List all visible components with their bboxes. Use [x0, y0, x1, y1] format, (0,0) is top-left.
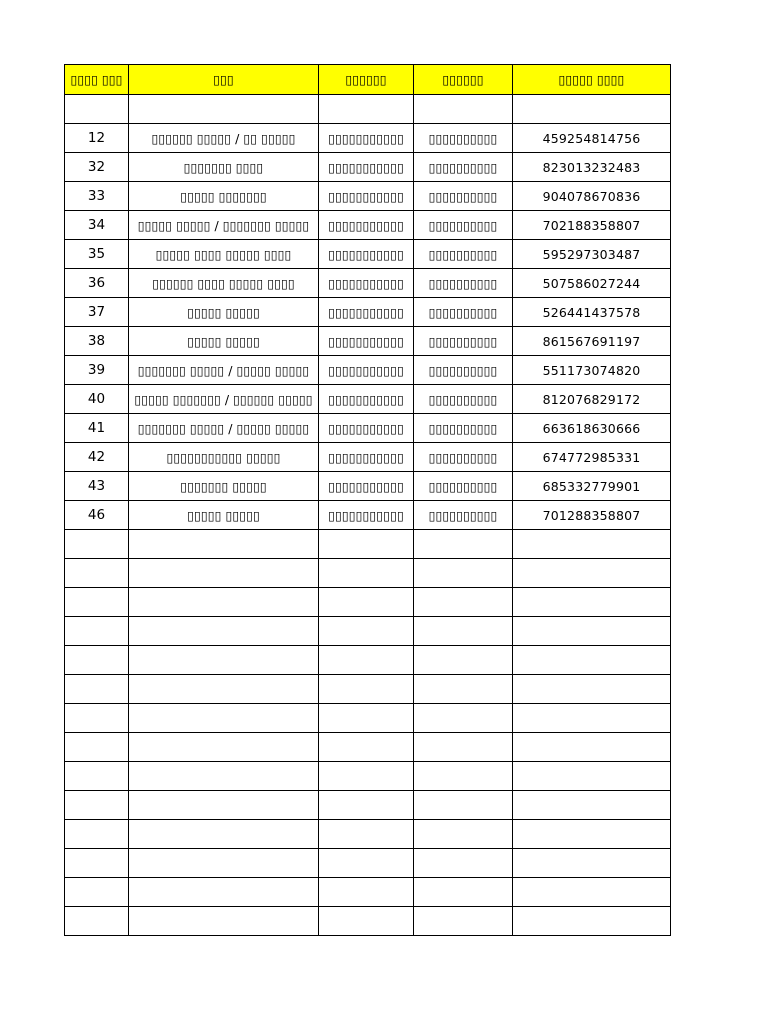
cell-column-4[interactable]: ▯▯▯▯▯▯▯▯▯▯ — [414, 182, 513, 211]
table-row — [65, 878, 671, 907]
cell-serial-no[interactable] — [65, 95, 129, 124]
cell-name[interactable]: ▯▯▯▯▯▯▯ ▯▯▯▯▯ / ▯▯▯▯▯ ▯▯▯▯▯ — [129, 356, 319, 385]
cell-column-4[interactable] — [414, 646, 513, 675]
table-row — [65, 530, 671, 559]
cell-column-4[interactable]: ▯▯▯▯▯▯▯▯▯▯ — [414, 211, 513, 240]
cell-id-number[interactable]: 701288358807 — [513, 501, 671, 530]
table-row — [65, 95, 671, 124]
cell-serial-no[interactable] — [65, 820, 129, 849]
cell-serial-no[interactable]: 32 — [65, 153, 129, 182]
cell-serial-no[interactable]: 42 — [65, 443, 129, 472]
cell-column-3[interactable] — [319, 820, 414, 849]
header-column-4[interactable]: ▯▯▯▯▯▯ — [414, 65, 513, 95]
cell-id-number[interactable] — [513, 733, 671, 762]
table-row — [65, 240, 671, 269]
cell-serial-no[interactable]: 37 — [65, 298, 129, 327]
cell-column-3[interactable] — [319, 733, 414, 762]
cell-column-3[interactable]: ▯▯▯▯▯▯▯▯▯▯▯ — [319, 385, 414, 414]
table-row — [65, 356, 671, 385]
cell-column-4[interactable]: ▯▯▯▯▯▯▯▯▯▯ — [414, 327, 513, 356]
cell-name[interactable] — [129, 704, 319, 733]
cell-id-number[interactable] — [513, 588, 671, 617]
cell-column-4[interactable] — [414, 762, 513, 791]
cell-column-3[interactable] — [319, 791, 414, 820]
cell-serial-no[interactable]: 38 — [65, 327, 129, 356]
cell-serial-no[interactable] — [65, 530, 129, 559]
cell-name[interactable] — [129, 617, 319, 646]
cell-column-4[interactable] — [414, 733, 513, 762]
header-name[interactable]: ▯▯▯ — [129, 65, 319, 95]
cell-name[interactable]: ▯▯▯▯▯▯ ▯▯▯▯ ▯▯▯▯▯ ▯▯▯▯ — [129, 269, 319, 298]
cell-id-number[interactable]: 861567691197 — [513, 327, 671, 356]
cell-name[interactable]: ▯▯▯▯▯▯▯ ▯▯▯▯▯ — [129, 472, 319, 501]
cell-column-3[interactable] — [319, 849, 414, 878]
table-row — [65, 820, 671, 849]
cell-column-3[interactable]: ▯▯▯▯▯▯▯▯▯▯▯ — [319, 182, 414, 211]
cell-serial-no[interactable]: 39 — [65, 356, 129, 385]
cell-column-3[interactable]: ▯▯▯▯▯▯▯▯▯▯▯ — [319, 124, 414, 153]
cell-column-4[interactable]: ▯▯▯▯▯▯▯▯▯▯ — [414, 153, 513, 182]
cell-column-4[interactable] — [414, 878, 513, 907]
cell-serial-no[interactable] — [65, 646, 129, 675]
table-row — [65, 211, 671, 240]
cell-id-number[interactable] — [513, 907, 671, 936]
cell-serial-no[interactable] — [65, 617, 129, 646]
cell-id-number[interactable]: 595297303487 — [513, 240, 671, 269]
cell-name[interactable] — [129, 675, 319, 704]
cell-serial-no[interactable]: 46 — [65, 501, 129, 530]
cell-column-4[interactable] — [414, 559, 513, 588]
cell-serial-no[interactable] — [65, 907, 129, 936]
cell-name[interactable] — [129, 791, 319, 820]
table-row — [65, 646, 671, 675]
cell-id-number[interactable]: 526441437578 — [513, 298, 671, 327]
cell-column-3[interactable] — [319, 646, 414, 675]
cell-id-number[interactable]: 674772985331 — [513, 443, 671, 472]
cell-serial-no[interactable] — [65, 675, 129, 704]
cell-id-number[interactable]: 551173074820 — [513, 356, 671, 385]
cell-column-3[interactable] — [319, 878, 414, 907]
table-row — [65, 704, 671, 733]
table-row — [65, 414, 671, 443]
cell-serial-no[interactable]: 36 — [65, 269, 129, 298]
cell-id-number[interactable]: 663618630666 — [513, 414, 671, 443]
cell-name[interactable]: ▯▯▯▯▯ ▯▯▯▯▯ — [129, 501, 319, 530]
table-row — [65, 588, 671, 617]
cell-id-number[interactable] — [513, 791, 671, 820]
cell-column-3[interactable] — [319, 617, 414, 646]
table-row — [65, 472, 671, 501]
table-row — [65, 443, 671, 472]
cell-id-number[interactable] — [513, 878, 671, 907]
cell-id-number[interactable]: 685332779901 — [513, 472, 671, 501]
cell-serial-no[interactable] — [65, 704, 129, 733]
cell-serial-no[interactable] — [65, 878, 129, 907]
cell-column-4[interactable]: ▯▯▯▯▯▯▯▯▯▯ — [414, 356, 513, 385]
cell-column-4[interactable]: ▯▯▯▯▯▯▯▯▯▯ — [414, 240, 513, 269]
cell-name[interactable] — [129, 907, 319, 936]
cell-column-3[interactable] — [319, 704, 414, 733]
cell-name[interactable] — [129, 849, 319, 878]
cell-name[interactable]: ▯▯▯▯▯▯▯ ▯▯▯▯▯ / ▯▯▯▯▯ ▯▯▯▯▯ — [129, 414, 319, 443]
cell-column-4[interactable] — [414, 907, 513, 936]
cell-column-3[interactable]: ▯▯▯▯▯▯▯▯▯▯▯ — [319, 269, 414, 298]
cell-id-number[interactable] — [513, 530, 671, 559]
cell-column-3[interactable] — [319, 675, 414, 704]
cell-column-4[interactable] — [414, 530, 513, 559]
cell-column-4[interactable]: ▯▯▯▯▯▯▯▯▯▯ — [414, 414, 513, 443]
table-body — [65, 95, 671, 936]
cell-id-number[interactable]: 904078670836 — [513, 182, 671, 211]
cell-name[interactable]: ▯▯▯▯▯ ▯▯▯▯▯ — [129, 298, 319, 327]
cell-column-3[interactable] — [319, 95, 414, 124]
header-id-number[interactable]: ▯▯▯▯▯ ▯▯▯▯ — [513, 65, 671, 95]
cell-column-4[interactable] — [414, 820, 513, 849]
table-row — [65, 617, 671, 646]
cell-name[interactable] — [129, 733, 319, 762]
cell-column-3[interactable]: ▯▯▯▯▯▯▯▯▯▯▯ — [319, 298, 414, 327]
cell-id-number[interactable]: 823013232483 — [513, 153, 671, 182]
cell-name[interactable] — [129, 588, 319, 617]
cell-serial-no[interactable] — [65, 733, 129, 762]
cell-name[interactable] — [129, 820, 319, 849]
table-row — [65, 124, 671, 153]
cell-column-4[interactable] — [414, 849, 513, 878]
table-row — [65, 559, 671, 588]
cell-name[interactable] — [129, 530, 319, 559]
cell-serial-no[interactable]: 41 — [65, 414, 129, 443]
cell-id-number[interactable]: 459254814756 — [513, 124, 671, 153]
cell-name[interactable] — [129, 646, 319, 675]
cell-column-4[interactable]: ▯▯▯▯▯▯▯▯▯▯ — [414, 298, 513, 327]
cell-column-3[interactable]: ▯▯▯▯▯▯▯▯▯▯▯ — [319, 443, 414, 472]
cell-serial-no[interactable]: 12 — [65, 124, 129, 153]
cell-column-3[interactable]: ▯▯▯▯▯▯▯▯▯▯▯ — [319, 501, 414, 530]
cell-id-number[interactable] — [513, 704, 671, 733]
cell-column-3[interactable]: ▯▯▯▯▯▯▯▯▯▯▯ — [319, 472, 414, 501]
table-row — [65, 733, 671, 762]
header-serial-no[interactable]: ▯▯▯▯ ▯▯▯ — [65, 65, 129, 95]
table-row — [65, 153, 671, 182]
cell-id-number[interactable]: 702188358807 — [513, 211, 671, 240]
cell-name[interactable] — [129, 95, 319, 124]
table-row — [65, 762, 671, 791]
cell-serial-no[interactable] — [65, 791, 129, 820]
cell-column-3[interactable] — [319, 588, 414, 617]
cell-serial-no[interactable]: 40 — [65, 385, 129, 414]
cell-column-3[interactable]: ▯▯▯▯▯▯▯▯▯▯▯ — [319, 327, 414, 356]
cell-name[interactable] — [129, 878, 319, 907]
cell-column-4[interactable]: ▯▯▯▯▯▯▯▯▯▯ — [414, 269, 513, 298]
cell-name[interactable]: ▯▯▯▯▯▯▯ ▯▯▯▯ — [129, 153, 319, 182]
cell-name[interactable]: ▯▯▯▯▯ ▯▯▯▯▯▯▯ — [129, 182, 319, 211]
cell-column-4[interactable]: ▯▯▯▯▯▯▯▯▯▯ — [414, 501, 513, 530]
header-column-3[interactable]: ▯▯▯▯▯▯ — [319, 65, 414, 95]
cell-name[interactable]: ▯▯▯▯▯▯▯▯▯▯▯ ▯▯▯▯▯ — [129, 443, 319, 472]
cell-column-4[interactable] — [414, 791, 513, 820]
cell-name[interactable]: ▯▯▯▯▯ ▯▯▯▯▯ / ▯▯▯▯▯▯▯ ▯▯▯▯▯ — [129, 211, 319, 240]
header-row — [65, 65, 671, 95]
cell-column-4[interactable]: ▯▯▯▯▯▯▯▯▯▯ — [414, 385, 513, 414]
cell-id-number[interactable] — [513, 646, 671, 675]
cell-column-4[interactable]: ▯▯▯▯▯▯▯▯▯▯ — [414, 124, 513, 153]
table-row — [65, 327, 671, 356]
cell-serial-no[interactable]: 33 — [65, 182, 129, 211]
cell-id-number[interactable] — [513, 95, 671, 124]
cell-column-4[interactable]: ▯▯▯▯▯▯▯▯▯▯ — [414, 472, 513, 501]
table-row — [65, 849, 671, 878]
cell-column-3[interactable] — [319, 762, 414, 791]
spreadsheet-table — [64, 64, 671, 936]
cell-serial-no[interactable]: 34 — [65, 211, 129, 240]
cell-column-3[interactable] — [319, 907, 414, 936]
cell-column-4[interactable] — [414, 675, 513, 704]
cell-id-number[interactable]: 507586027244 — [513, 269, 671, 298]
cell-id-number[interactable] — [513, 849, 671, 878]
cell-id-number[interactable] — [513, 820, 671, 849]
table-row — [65, 269, 671, 298]
cell-serial-no[interactable] — [65, 559, 129, 588]
cell-name[interactable]: ▯▯▯▯▯ ▯▯▯▯▯▯▯ / ▯▯▯▯▯▯ ▯▯▯▯▯ — [129, 385, 319, 414]
cell-column-4[interactable]: ▯▯▯▯▯▯▯▯▯▯ — [414, 443, 513, 472]
cell-name[interactable]: ▯▯▯▯▯▯ ▯▯▯▯▯ / ▯▯ ▯▯▯▯▯ — [129, 124, 319, 153]
cell-column-4[interactable] — [414, 588, 513, 617]
cell-serial-no[interactable]: 35 — [65, 240, 129, 269]
cell-name[interactable] — [129, 762, 319, 791]
cell-column-3[interactable]: ▯▯▯▯▯▯▯▯▯▯▯ — [319, 153, 414, 182]
cell-id-number[interactable]: 812076829172 — [513, 385, 671, 414]
cell-column-4[interactable] — [414, 704, 513, 733]
cell-column-3[interactable]: ▯▯▯▯▯▯▯▯▯▯▯ — [319, 211, 414, 240]
table-row — [65, 791, 671, 820]
table-row — [65, 501, 671, 530]
cell-column-3[interactable] — [319, 530, 414, 559]
table-row — [65, 907, 671, 936]
cell-serial-no[interactable] — [65, 588, 129, 617]
cell-column-3[interactable] — [319, 559, 414, 588]
table-row — [65, 675, 671, 704]
table-row — [65, 298, 671, 327]
cell-column-4[interactable] — [414, 617, 513, 646]
cell-column-3[interactable]: ▯▯▯▯▯▯▯▯▯▯▯ — [319, 240, 414, 269]
cell-serial-no[interactable] — [65, 849, 129, 878]
cell-column-3[interactable]: ▯▯▯▯▯▯▯▯▯▯▯ — [319, 356, 414, 385]
cell-id-number[interactable] — [513, 559, 671, 588]
table-row — [65, 182, 671, 211]
cell-name[interactable]: ▯▯▯▯▯ ▯▯▯▯▯ — [129, 327, 319, 356]
cell-column-4[interactable] — [414, 95, 513, 124]
cell-name[interactable]: ▯▯▯▯▯ ▯▯▯▯ ▯▯▯▯▯ ▯▯▯▯ — [129, 240, 319, 269]
cell-id-number[interactable] — [513, 675, 671, 704]
cell-column-3[interactable]: ▯▯▯▯▯▯▯▯▯▯▯ — [319, 414, 414, 443]
cell-serial-no[interactable] — [65, 762, 129, 791]
cell-id-number[interactable] — [513, 617, 671, 646]
cell-name[interactable] — [129, 559, 319, 588]
cell-serial-no[interactable]: 43 — [65, 472, 129, 501]
table-row — [65, 385, 671, 414]
cell-id-number[interactable] — [513, 762, 671, 791]
